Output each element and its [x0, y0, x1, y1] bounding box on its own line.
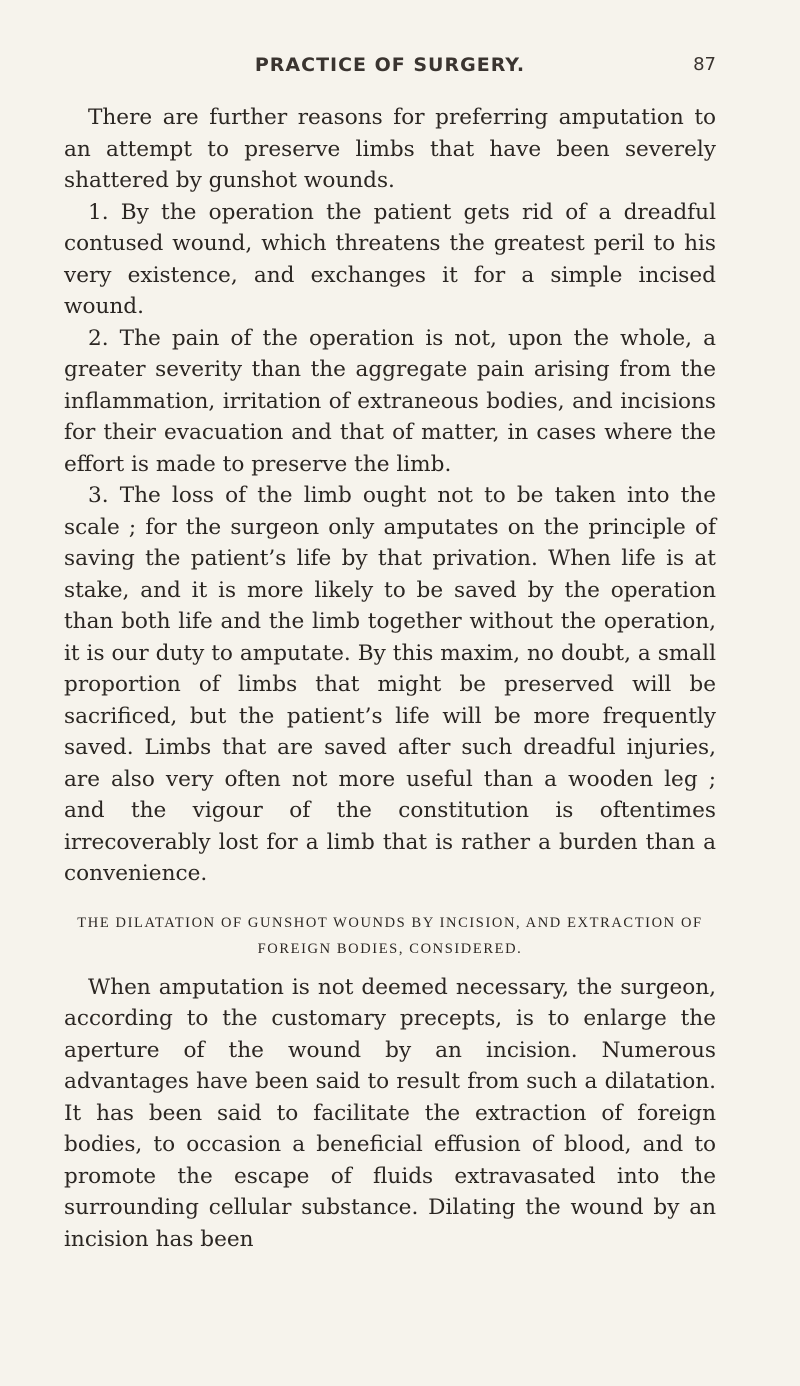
page-number: 87	[693, 54, 716, 75]
reason-2-paragraph: 2. The pain of the operation is not, upon the whole, a greater severity than the aggregate pain arising from the inflammation, irritation of extraneous bodies, and incisions for their evacuation and that of matter, in cases where the effort is made to preserve the limb.	[64, 325, 716, 477]
section-body-paragraph: When amputation is not deemed necessary, the surgeon, according to the customary precepts, is to enlarge the aperture of the wound by an incision. Numerous advantages have been said to result from such a dilatation. It has been said to facilitate the extraction of foreign bodies, to occasion a beneficial effusion of blood, and to promote the escape of fluids extravasated into the surrounding cellular substance. Dilating the wound by an incision has been	[64, 974, 716, 1252]
section-heading: THE DILATATION OF GUNSHOT WOUNDS BY INCISION, AND EXTRACTION OF FOREIGN BODIES, CONSIDERED.	[77, 914, 703, 957]
running-head	[64, 54, 716, 82]
reason-3-paragraph: 3. The loss of the limb ought not to be taken into the scale ; for the surgeon only amputates on the principle of saving the patient’s life by that privation. When life is at stake, and it is more likely to be saved by the operation than both life and the limb together without the operation, it is our duty to amputate. By this maxim, no doubt, a small proportion of limbs that might be preserved will be sacrificed, but the patient’s life will be more frequently saved. Limbs that are saved after such dreadful injuries, are also very often not more useful than a wooden leg ; and the vigour of the constitution is oftentimes irrecoverably lost for a limb that is rather a burden than a convenience.	[64, 483, 716, 886]
running-title: PRACTICE OF SURGERY.	[254, 54, 526, 76]
intro-paragraph: There are further reasons for preferring amputation to an attempt to preserve limbs that have been severely shattered by gunshot wounds.	[64, 105, 716, 193]
reason-1-paragraph: 1. By the operation the patient gets rid of a dreadful contused wound, which threatens the greatest peril to his very existence, and exchanges it for a simple incised wound.	[64, 199, 716, 319]
